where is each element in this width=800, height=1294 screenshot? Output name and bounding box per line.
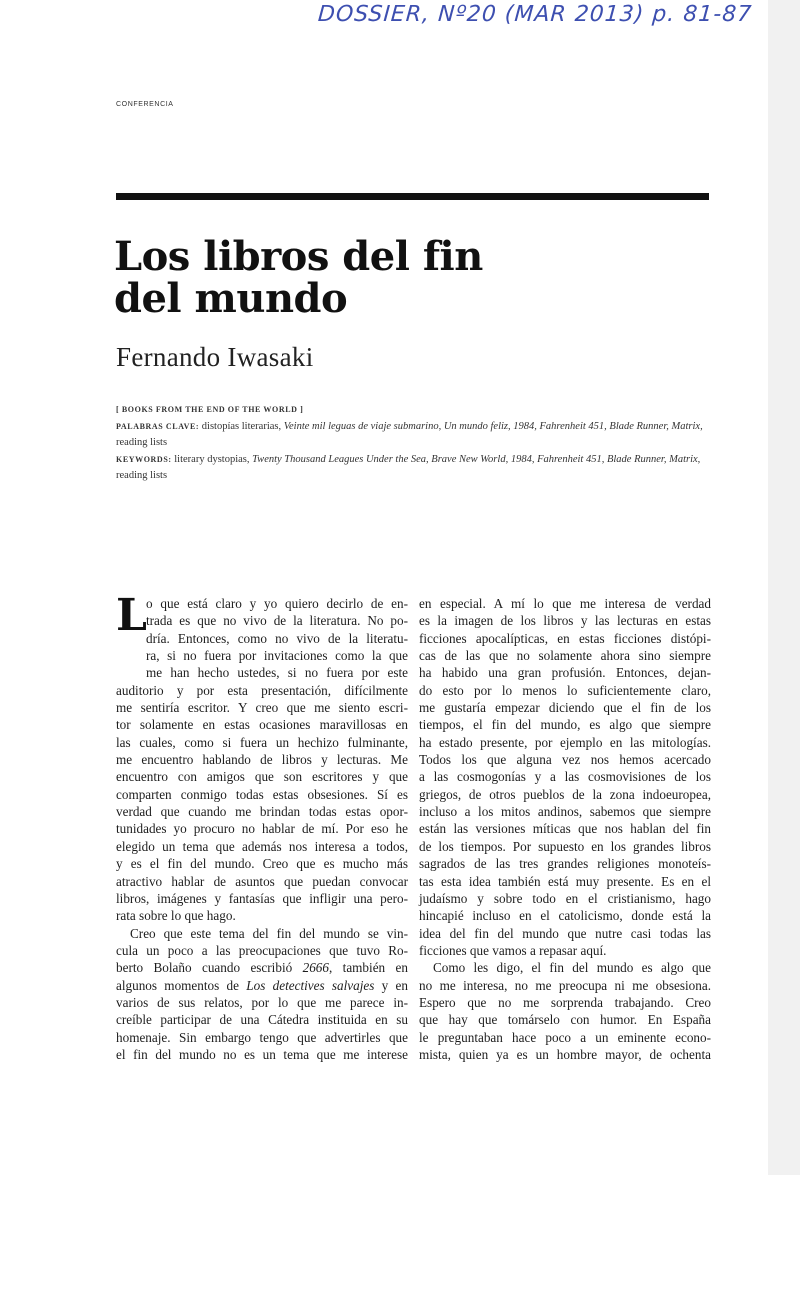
text-segment: ficciones apocalípticas, en estas ficciones distópi- (419, 630, 711, 646)
text-segment: le preguntaban hace poco a un eminente econo- (419, 1029, 711, 1045)
body-text-line (419, 803, 711, 820)
text-segment: o que está claro y yo quiero decirlo de en- (146, 596, 408, 611)
body-text-line (419, 1029, 711, 1046)
text-segment: sagrados de las tres grandes religiones monoteís- (419, 856, 711, 872)
body-text-line (116, 699, 408, 716)
text-segment: berto Bolaño cuando escribió (116, 960, 303, 976)
article-title (114, 233, 483, 322)
body-text-line (419, 612, 711, 629)
body-text-line (116, 925, 408, 942)
section-label: CONFERENCIA (116, 101, 174, 108)
text-segment: judaísmo y sobre todo en el cristianismo, hago (419, 890, 711, 906)
text-segment: Espero que no me sorprenda trabajando. Creo (419, 994, 711, 1010)
body-text-line (116, 682, 408, 699)
body-text-line (419, 838, 711, 855)
text-segment: y en (374, 977, 409, 993)
keywords-spanish (116, 419, 716, 452)
body-text-line (116, 977, 408, 994)
scan-edge-shadow (768, 0, 800, 1175)
body-text-line (419, 768, 711, 785)
text-segment: me encuentro hablando de libros y lecturas. Me (116, 752, 408, 768)
text-segment: mista, quien ya es un hombre mayor, de ochenta (419, 1046, 711, 1062)
text-segment: verdad que cuando me brindan todas estas opor- (116, 804, 408, 820)
text-segment: tor solamente en estas ocasiones maravillosas en (116, 717, 408, 733)
body-text-line (419, 664, 711, 681)
text-segment: elegido un tema que además nos interesa a todos, (116, 838, 408, 854)
text-segment: , también en (328, 960, 408, 976)
body-text-line (116, 630, 408, 647)
text-segment: reading lists (116, 470, 168, 481)
text-segment: incluso a los mitos andinos, sabemos que siempre (419, 804, 711, 820)
body-text-line (419, 699, 711, 716)
body-text-line (116, 664, 408, 681)
keywords-label: PALABRAS CLAVE: (116, 421, 200, 431)
italic-title: Los detectives salvajes (246, 977, 375, 993)
body-text-line (419, 682, 711, 699)
body-text-line (419, 890, 711, 907)
text-segment: reading lists (116, 437, 168, 448)
article-author: Fernando Iwasaki (116, 342, 314, 372)
body-text-line (116, 751, 408, 768)
body-text-line (116, 1046, 408, 1063)
text-segment: griegos, de otros pueblos de la zona indoeuropea, (419, 786, 711, 802)
text-segment: distopías literarias, (199, 420, 284, 432)
body-text-line (116, 820, 408, 837)
handwritten-citation-note: DOSSIER, Nº20 (MAR 2013) p. 81-87 (317, 2, 754, 27)
body-text-line (116, 890, 408, 907)
text-segment: tas esta idea también está muy presente. Es en el (419, 873, 711, 889)
body-text-line (116, 716, 408, 733)
text-segment: cas de las que no solamente ahora sino siempre (419, 648, 711, 664)
body-text-line (419, 734, 711, 751)
keywords-text (116, 454, 700, 482)
text-segment: me gustaría empezar diciendo que el fin de los (419, 700, 711, 716)
body-text-line (419, 595, 711, 612)
text-segment: trada es que no vivo de la literatura. No po- (146, 613, 408, 629)
text-segment: do esto por lo menos lo suficientemente claro, (419, 682, 711, 698)
body-text-line (116, 786, 408, 803)
scan-bottom-margin (0, 1175, 800, 1294)
body-text-line (116, 647, 408, 664)
text-segment: atractivo hablar de asuntos que puedan convocar (116, 873, 408, 889)
body-text-line (419, 820, 711, 837)
text-segment: que hay que tomárselo con humor. En España (419, 1012, 711, 1028)
text-segment: tunidades yo procuro no hablar de mí. Por eso he (116, 821, 408, 837)
text-segment: algunos momentos de (116, 977, 247, 993)
italic-title: 2666 (302, 960, 329, 976)
body-text-line (419, 751, 711, 768)
body-text-line (419, 1046, 711, 1063)
italic-title: Twenty Thousand Leagues Under the Sea, Brave New World, 1984, Fahrenheit 451, Blade Runner, Matrix, (252, 453, 701, 465)
body-text-line (419, 994, 711, 1011)
body-text-line (116, 803, 408, 820)
text-segment: me han hecho ustedes, si no fuera por este (146, 665, 408, 681)
text-segment: dría. Entonces, como no vivo de la literatu- (146, 630, 408, 646)
text-segment: Como les digo, el fin del mundo es algo que (433, 960, 711, 976)
body-text-line (419, 786, 711, 803)
text-segment: auditorio y por esta presentación, difícilmente (116, 682, 408, 698)
body-text-line (116, 734, 408, 751)
text-segment: las cuales, como si fuera un hechizo fulminante, (116, 734, 408, 750)
text-segment: tiempos, el fin del mundo, es algo que siempre (419, 717, 711, 733)
body-text-line (116, 838, 408, 855)
text-segment: ficciones que vamos a repasar aquí. (419, 942, 607, 958)
keywords-text (116, 421, 703, 449)
text-segment: Todos los que alguna vez nos hemos acercado (419, 752, 711, 768)
body-text-line (116, 768, 408, 785)
body-text-line (116, 1029, 408, 1046)
body-text-line (419, 959, 711, 976)
body-text-line (419, 925, 711, 942)
text-segment: varios de sus relatos, por lo que me parece in- (116, 994, 408, 1010)
body-text-line (419, 855, 711, 872)
body-text-line (419, 1011, 711, 1028)
body-text-line (116, 907, 408, 924)
text-segment: homenaje. Sin embargo tengo que advertirles que (116, 1029, 408, 1045)
text-segment: idea del fin del mundo que nutre casi todas las (419, 925, 711, 941)
body-text-line (116, 595, 408, 612)
body-text-line (419, 977, 711, 994)
body-text-line (116, 994, 408, 1011)
text-segment: rata sobre lo que hago. (116, 908, 236, 924)
drop-cap: L (116, 590, 147, 641)
body-text-line (419, 942, 711, 959)
text-segment: hincapié incluso en el catolicismo, donde está la (419, 908, 711, 924)
text-segment: no me interesa, no me preocupa ni me obsesiona. (419, 977, 711, 993)
text-segment: Creo que este tema del fin del mundo se vin- (130, 925, 408, 941)
body-column-right (419, 595, 711, 1063)
text-segment: encuentro con amigos que son escritores y que (116, 769, 408, 785)
text-segment: comparten conmigo todas estas obsesiones. Sí es (116, 786, 408, 802)
body-text-line (116, 612, 408, 629)
text-segment: el fin del mundo no es un tema que me interese (116, 1046, 408, 1062)
text-segment: están las versiones míticas que nos hablan del fin (419, 821, 711, 837)
title-rule (116, 193, 709, 200)
text-segment: de los tiempos. Por supuesto en los grandes libros (419, 838, 711, 854)
body-text-line (419, 873, 711, 890)
body-column-left (116, 590, 409, 1063)
body-text-line (116, 959, 408, 976)
text-segment: en especial. A mí lo que me interesa de verdad (419, 596, 711, 611)
english-title: [ BOOKS FROM THE END OF THE WORLD ] (116, 405, 304, 414)
text-segment: cula un poco a las preocupaciones que tuvo Ro- (116, 942, 408, 958)
body-text-line (116, 942, 408, 959)
body-text-line (419, 647, 711, 664)
body-text-line (116, 1011, 408, 1028)
text-segment: me sentiría escritor. Y creo que me siento escri- (116, 700, 408, 716)
keywords-block (116, 402, 716, 485)
text-segment: literary dystopias, (171, 453, 253, 465)
text-segment: y es el fin del mundo. Creo que es mucho más (116, 856, 408, 872)
text-segment: creíble participar de una Cátedra instituida en su (116, 1012, 408, 1028)
text-segment: ha habido una gran profusión. Entonces, dejan- (419, 665, 711, 681)
title-line: del mundo (114, 275, 348, 322)
keywords-english (116, 452, 716, 485)
body-text-line (419, 630, 711, 647)
body-text-line (116, 855, 408, 872)
italic-title: Veinte mil leguas de viaje submarino, Un mundo feliz, 1984, Fahrenheit 451, Blade Runner, Matrix, (283, 420, 703, 432)
body-text-line (116, 873, 408, 890)
title-line: Los libros del fin (114, 233, 483, 280)
text-segment: es la imagen de los libros y las lecturas en estas (419, 613, 711, 629)
text-segment: a las cosmogonías y a las cosmovisiones de los (419, 769, 711, 785)
text-segment: ha estado presente, por ejemplo en las mitologías. (419, 734, 711, 750)
text-segment: libros, imágenes y fantasías que infligir una pero- (116, 890, 408, 906)
body-text-line (419, 716, 711, 733)
keywords-label: KEYWORDS: (116, 454, 172, 464)
body-text-line (419, 907, 711, 924)
text-segment: ra, si no fuera por invitaciones como la que (146, 648, 408, 664)
